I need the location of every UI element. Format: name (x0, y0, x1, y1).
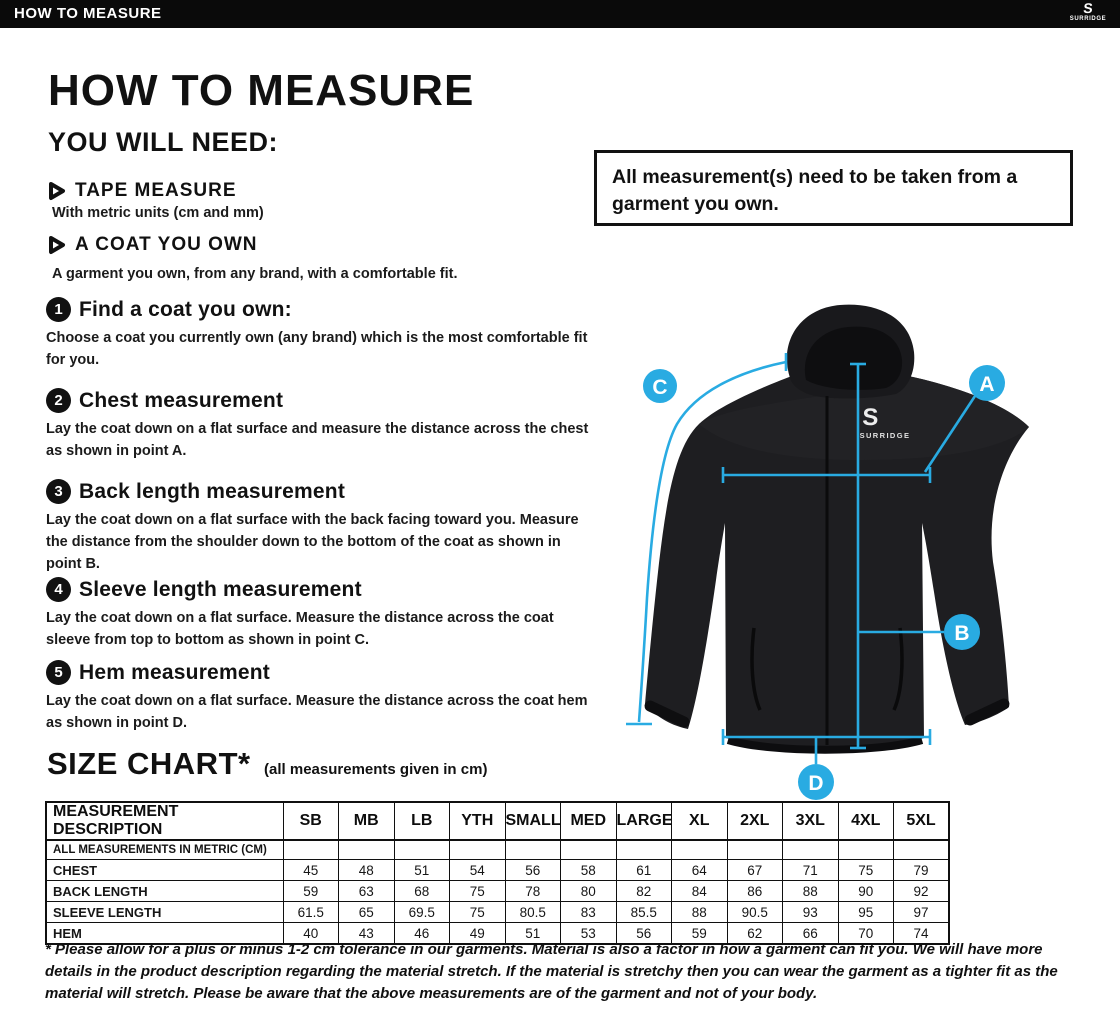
step-title: Find a coat you own: (79, 297, 292, 321)
step-description: Choose a coat you currently own (any brand) which is the most comfortable fit for you. (46, 330, 588, 368)
size-chart-subtitle: (all measurements given in cm) (264, 761, 488, 778)
table-row-chest (46, 860, 949, 881)
surridge-logo-text: SURRIDGE (1069, 16, 1107, 22)
cell: 48 (339, 860, 395, 881)
marker-b-label: B (954, 622, 970, 645)
cell: 63 (339, 881, 395, 902)
requirement-coat (48, 234, 458, 282)
cell: 46 (394, 923, 450, 945)
row-label: BACK LENGTH (46, 881, 283, 902)
cell: 93 (783, 902, 839, 923)
step-number-badge: 1 (46, 297, 71, 322)
cell: 74 (894, 923, 950, 945)
step-1 (46, 297, 591, 371)
top-bar (0, 0, 1120, 28)
size-chart-title: SIZE CHART* (47, 746, 251, 781)
requirement-desc: With metric units (cm and mm) (52, 205, 264, 221)
row-label: HEM (46, 923, 283, 945)
column-header: 3XL (783, 802, 839, 840)
cell: 51 (505, 923, 561, 945)
cell: 80 (561, 881, 617, 902)
column-header: SB (283, 802, 339, 840)
cell: 66 (783, 923, 839, 945)
step-number-badge: 2 (46, 388, 71, 413)
page-title: HOW TO MEASURE (48, 66, 475, 115)
step-description: Lay the coat down on a flat surface. Measure the distance across the coat sleeve from top to bottom as shown in point C. (46, 610, 554, 648)
column-header: MEASUREMENT DESCRIPTION (46, 802, 283, 840)
step-title: Back length measurement (79, 479, 346, 503)
cell: 51 (394, 860, 450, 881)
triangle-bullet-icon (48, 235, 66, 255)
cell: 59 (283, 881, 339, 902)
step-number-badge: 3 (46, 479, 71, 504)
column-header: MB (339, 802, 395, 840)
step-title: Hem measurement (79, 660, 270, 684)
requirement-desc: A garment you own, from any brand, with a comfortable fit. (52, 266, 458, 282)
column-header: LARGE (616, 802, 672, 840)
size-chart-heading (47, 746, 487, 782)
surridge-s-icon: S (1082, 0, 1094, 16)
cell: 92 (894, 881, 950, 902)
cell: 67 (727, 860, 783, 881)
row-label: SLEEVE LENGTH (46, 902, 283, 923)
cell: 83 (561, 902, 617, 923)
cell: 49 (450, 923, 506, 945)
cell: 95 (838, 902, 894, 923)
cell: 88 (783, 881, 839, 902)
column-header: 5XL (894, 802, 950, 840)
cell: 71 (783, 860, 839, 881)
marker-d-label: D (808, 772, 824, 795)
table-row-sleeve-length (46, 902, 949, 923)
step-5 (46, 660, 591, 734)
cell: 85.5 (616, 902, 672, 923)
row-label: CHEST (46, 860, 283, 881)
cell: 90.5 (727, 902, 783, 923)
tolerance-footnote: * Please allow for a plus or minus 1-2 cm tolerance in our garments. Material is also a factor in how a garment can fit you. We will have more details in the product description regarding the material stretch. If the material is stretchy then you can wear the garment as a tighter fit as the material will stretch. Please be aware that the above measurements are of the garment and not of your body. (45, 941, 1058, 1002)
requirement-label: TAPE MEASURE (75, 180, 237, 201)
step-title: Chest measurement (79, 388, 284, 412)
cell: 64 (672, 860, 728, 881)
requirement-label: A COAT YOU OWN (75, 234, 258, 255)
cell: 61 (616, 860, 672, 881)
cell: 69.5 (394, 902, 450, 923)
column-header: 4XL (838, 802, 894, 840)
marker-a-label: A (979, 373, 995, 396)
top-bar-title: HOW TO MEASURE (14, 5, 162, 22)
cell: 75 (450, 881, 506, 902)
cell: 97 (894, 902, 950, 923)
cell: 56 (616, 923, 672, 945)
step-description: Lay the coat down on a flat surface and measure the distance across the chest as shown in point A. (46, 421, 589, 459)
cell: 40 (283, 923, 339, 945)
marker-c-label: C (652, 376, 668, 399)
cell: 75 (450, 902, 506, 923)
step-4 (46, 577, 591, 651)
column-header: XL (672, 802, 728, 840)
column-header: 2XL (727, 802, 783, 840)
jacket-measurement-diagram (600, 288, 1100, 803)
cell: 59 (672, 923, 728, 945)
requirement-tape-measure (48, 180, 264, 221)
unit-row-label: ALL MEASUREMENTS IN METRIC (CM) (46, 840, 283, 860)
step-number-badge: 4 (46, 577, 71, 602)
cell: 82 (616, 881, 672, 902)
column-header: LB (394, 802, 450, 840)
cell: 56 (505, 860, 561, 881)
step-3 (46, 479, 591, 575)
cell: 84 (672, 881, 728, 902)
cell: 88 (672, 902, 728, 923)
garment-logo-s-icon: S (861, 404, 879, 431)
cell: 68 (394, 881, 450, 902)
cell: 53 (561, 923, 617, 945)
cell: 62 (727, 923, 783, 945)
cell: 90 (838, 881, 894, 902)
table-row-back-length (46, 881, 949, 902)
cell: 58 (561, 860, 617, 881)
garment-logo-text: SURRIDGE (859, 431, 911, 440)
cell: 54 (450, 860, 506, 881)
triangle-bullet-icon (48, 181, 66, 201)
cell: 75 (838, 860, 894, 881)
cell: 70 (838, 923, 894, 945)
unit-row (46, 840, 949, 860)
step-description: Lay the coat down on a flat surface with the back facing toward you. Measure the distance from the shoulder down to the bottom of the coat as shown in point B. (46, 512, 579, 572)
cell: 78 (505, 881, 561, 902)
cell: 45 (283, 860, 339, 881)
measurement-note-box: All measurement(s) need to be taken from a garment you own. (594, 150, 1073, 226)
size-chart-table (45, 801, 950, 945)
cell: 61.5 (283, 902, 339, 923)
step-number-badge: 5 (46, 660, 71, 685)
step-title: Sleeve length measurement (79, 577, 362, 601)
cell: 86 (727, 881, 783, 902)
cell: 79 (894, 860, 950, 881)
size-chart-header-row (46, 802, 949, 840)
step-2 (46, 388, 591, 462)
cell: 43 (339, 923, 395, 945)
cell: 80.5 (505, 902, 561, 923)
cell: 65 (339, 902, 395, 923)
you-will-need-heading: YOU WILL NEED: (48, 127, 279, 157)
column-header: MED (561, 802, 617, 840)
step-description: Lay the coat down on a flat surface. Measure the distance across the coat hem as shown in point D. (46, 693, 588, 731)
column-header: SMALL (505, 802, 561, 840)
column-header: YTH (450, 802, 506, 840)
surridge-logo (1066, 1, 1110, 23)
